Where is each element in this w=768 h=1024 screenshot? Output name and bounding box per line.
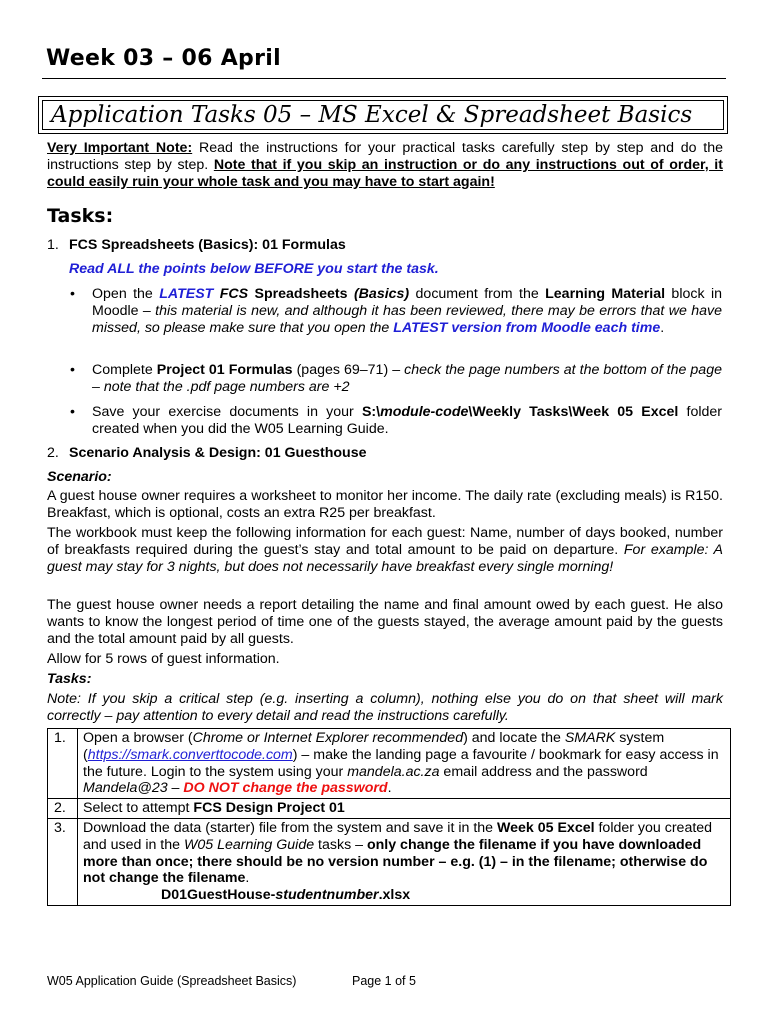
- s3-b: Week 05 Excel: [497, 819, 595, 836]
- s2-a: Select to attempt: [83, 800, 194, 817]
- bullet-icon: •: [70, 362, 75, 378]
- b2-pages: (pages 69–71) –: [292, 362, 405, 378]
- task1-title: FCS Spreadsheets (Basics): 01 Formulas: [69, 237, 346, 253]
- task1-bullet-3: [92, 404, 722, 438]
- step-number: 1.: [48, 729, 78, 799]
- b1-italic: this material is new, and although it has been reviewed, there may be errors that we have missed, so please make sure that you open the: [92, 303, 722, 336]
- task1-bullet-2: [92, 362, 722, 396]
- footer-page: Page 1 of 5: [352, 974, 416, 988]
- tasks-note-text: Note: If you skip a critical step (e.g. inserting a column), nothing else you do on that sheet will mark correctly – pay attention to every detail and read the instructions carefully.: [47, 691, 723, 724]
- s2-b: FCS Design Project 01: [193, 800, 345, 817]
- b1-basics: (Basics): [353, 286, 410, 302]
- scenario-label-text: Scenario:: [47, 469, 112, 485]
- scenario-p3: The guest house owner needs a report detailing the name and final amount owed by each guest. He also wants to know the longest period of time one of the guests stayed, the average amount paid by the guests and the total amount paid by all guests.: [47, 597, 723, 647]
- heading-rule: [42, 78, 726, 79]
- s3-c: folder you created and used in the: [83, 819, 713, 853]
- scenario-p2-text: The workbook must keep the following information for each guest: Name, number of days booked, number of breakfasts required during the guest’s stay and total amount to be paid on departure.: [47, 525, 723, 558]
- s1-c: system (: [83, 730, 665, 763]
- b3-path1: S:\: [361, 404, 381, 420]
- b1-doc-from: document from the: [409, 286, 546, 302]
- week-heading: Week 03 – 06 April: [46, 46, 281, 71]
- important-note: [47, 140, 723, 190]
- scenario-p4: Allow for 5 rows of guest information.: [47, 651, 280, 667]
- b3-path3: \Weekly Tasks\Week 05 Excel: [468, 404, 679, 420]
- read-all-text: Read ALL the points below BEFORE you start the task.: [69, 261, 439, 277]
- file3: .xlsx: [378, 887, 411, 904]
- task2-title: Scenario Analysis & Design: 01 Guesthouse: [69, 445, 367, 461]
- scenario-label: [47, 469, 723, 486]
- s1-e-i: Mandela@23: [83, 780, 168, 797]
- tasks-label: [47, 671, 723, 688]
- b3-save: Save your exercise documents in your: [92, 404, 362, 420]
- note-text: Read the instructions for your practical tasks carefully step by step and do the instructions step by step.: [47, 140, 723, 173]
- file1: D01GuestHouse-: [161, 887, 276, 904]
- s3-e: only change the filename if you have downloaded more than once; there should be no version number – e.g. (1) – in the filename; otherwise do not change the filename: [83, 836, 708, 887]
- note-warning: Note that if you skip an instruction or do any instructions out of order, it could easily ruin your whole task and you may have to start again!: [47, 156, 723, 190]
- document-title: Application Tasks 05 – MS Excel & Spreadsheet Basics: [42, 100, 724, 130]
- s3-f: .: [245, 870, 250, 887]
- filename: [83, 887, 410, 904]
- task1-number: 1.: [47, 237, 59, 253]
- table-row: [48, 729, 731, 799]
- b1-learning-material: Learning Material: [545, 286, 666, 302]
- step-text: [78, 818, 731, 905]
- smark-link[interactable]: https://smark.converttocode.com: [87, 746, 293, 763]
- b1-latest: LATEST: [159, 286, 214, 302]
- note-label: Very Important Note:: [47, 140, 193, 156]
- s1-g: .: [387, 780, 392, 797]
- bullet-icon: •: [70, 286, 75, 302]
- tasks-label-text: Tasks:: [47, 671, 92, 687]
- tasks-note: [47, 691, 723, 725]
- s1-f: –: [167, 780, 184, 797]
- scenario-p2-example: For example: A guest may stay for 3 nights, but does not necessarily have breakfast every single morning!: [47, 542, 724, 575]
- footer-left: W05 Application Guide (Spreadsheet Basics): [47, 974, 297, 988]
- step-number: 3.: [48, 818, 78, 905]
- s1-d: ) – make the landing page a favourite / bookmark for easy access in the future. Login to the system using your: [83, 746, 719, 780]
- b3-path2: module-code: [380, 404, 469, 420]
- table-row: [48, 818, 731, 905]
- tasks-heading: Tasks:: [47, 205, 114, 227]
- s1-d-i: mandela.ac.za: [347, 763, 440, 780]
- s1-warning: DO NOT change the password: [183, 780, 388, 797]
- s1-a: Open a browser (: [83, 730, 193, 746]
- task1-bullet-1: [92, 286, 722, 337]
- scenario-p2: [47, 525, 723, 576]
- b1-latest-version: LATEST version from Moodle each time: [393, 320, 661, 336]
- s1-b: ) and locate the: [463, 730, 565, 746]
- s3-a: Download the data (starter) file from the system and save it in the: [83, 819, 497, 836]
- s1-e: email address and the password: [439, 763, 648, 780]
- task2-number: 2.: [47, 445, 59, 461]
- b1-spreadsheets: Spreadsheets: [248, 286, 354, 302]
- step-number: 2.: [48, 799, 78, 819]
- b2-italic: check the page numbers at the bottom of the page – note that the .pdf page numbers are +2: [92, 362, 722, 395]
- file2: studentnumber: [275, 887, 379, 904]
- task1-read-all: [69, 261, 719, 278]
- bullet-icon: •: [70, 404, 75, 420]
- b3-end: folder created when you did the W05 Learning Guide.: [92, 404, 723, 437]
- s3-d: tasks –: [314, 836, 367, 853]
- s1-b-i: SMARK: [564, 730, 616, 746]
- s3-c-i: W05 Learning Guide: [183, 836, 315, 853]
- step-text: [78, 799, 731, 819]
- scenario-p1: A guest house owner requires a worksheet to monitor her income. The daily rate (excluding meals) is R150. Breakfast, which is optional, costs an extra R25 per breakfast.: [47, 488, 723, 521]
- s1-a-i: Chrome or Internet Explorer recommended: [192, 730, 464, 746]
- b1-block-in: block in Moodle –: [92, 286, 722, 319]
- table-row: [48, 799, 731, 819]
- b2-project: Project 01 Formulas: [156, 362, 293, 378]
- b2-complete: Complete: [92, 362, 157, 378]
- steps-table: [47, 728, 731, 906]
- b1-open: Open the: [92, 286, 160, 302]
- step-text: [78, 729, 731, 799]
- b1-end: .: [660, 320, 665, 336]
- b1-fcs: FCS: [213, 286, 249, 302]
